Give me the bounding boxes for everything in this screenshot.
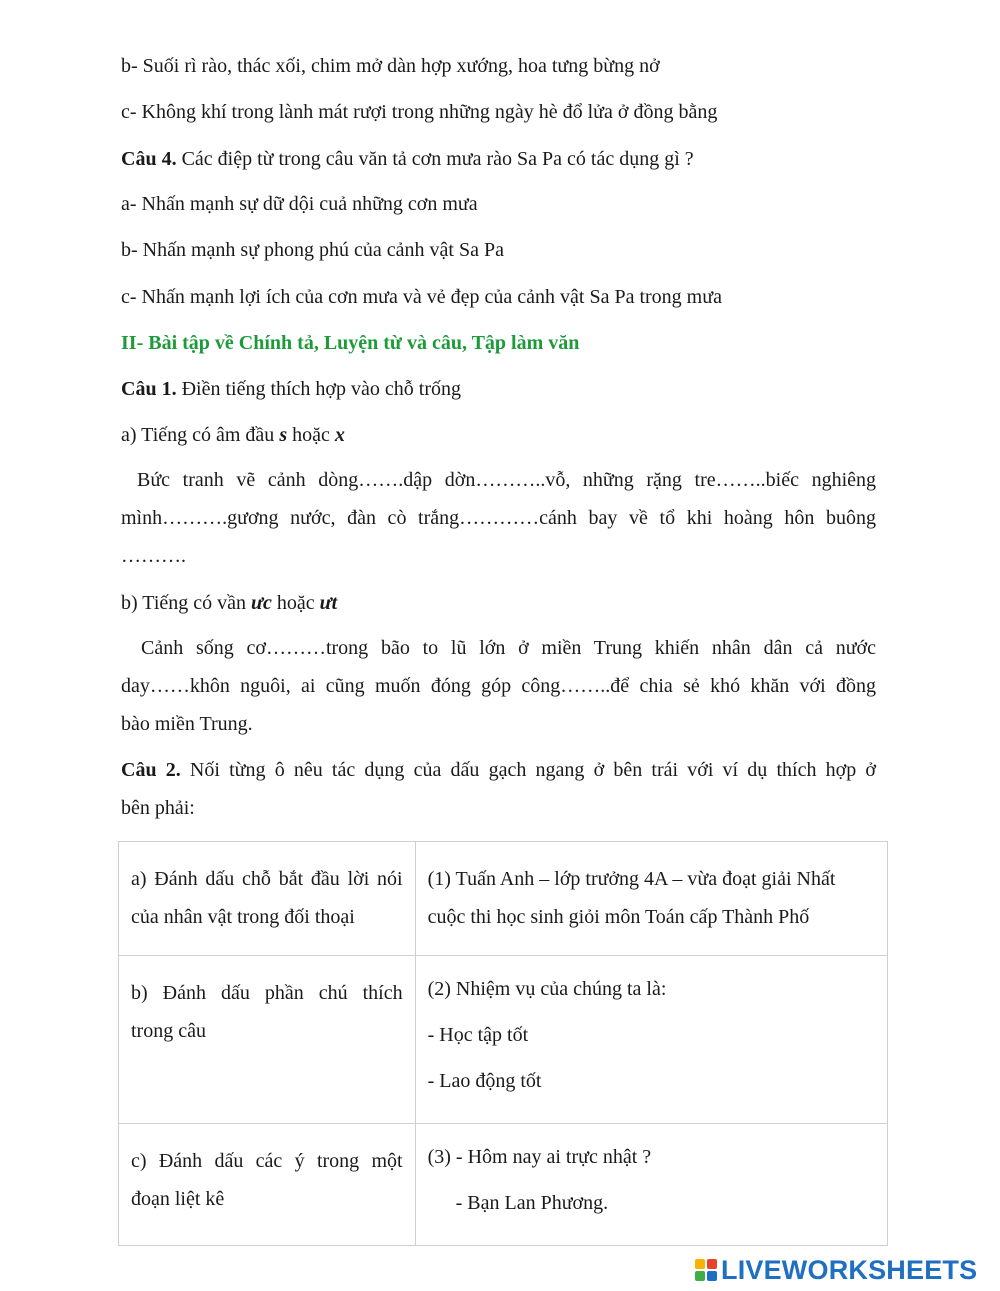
cell-text: - Bạn Lan Phương. [455,1192,609,1214]
ex1-part-a-passage [121,461,876,575]
part-a-prefix: a) Tiếng có âm đầu [121,424,280,446]
brand-name: LIVEWORKSHEETS [721,1254,978,1285]
cell-text: - Học tập tốt [427,1024,529,1046]
q4-label: Câu 4. [121,148,177,170]
q4-option-a: a- Nhấn mạnh sự dữ dội cuả những cơn mưa [121,193,478,215]
part-b-option-uc: ưc [251,592,272,614]
right-cell-1[interactable] [415,842,887,956]
cell-text: b) Đánh dấu phần chú thích [131,982,403,1004]
logo-block [707,1271,717,1281]
table-row [119,1124,888,1246]
right-cell-2[interactable] [415,956,887,1124]
part-a-option-x: x [334,424,345,446]
passage-a-line: ………. [121,545,186,567]
left-cell-b[interactable] [119,956,416,1124]
q3-option-c: c- Không khí trong lành mát rượi trong những ngày hè đổ lửa ở đồng bằng [121,101,718,123]
cell-text: đoạn liệt kê [131,1188,225,1210]
logo-block [695,1259,705,1269]
right-cell-3[interactable] [415,1124,887,1246]
section-heading: II- Bài tập về Chính tả, Luyện từ và câu, Tập làm văn [121,332,580,354]
passage-b-line: bào miền Trung. [121,713,253,735]
ex1-part-a-title [121,423,345,447]
q4-prompt [121,147,694,171]
table-row [119,842,888,956]
cell-text: - Lao động tốt [427,1070,542,1092]
ex1-part-b-title [121,591,337,615]
q4-option-b: b- Nhấn mạnh sự phong phú của cảnh vật Sa Pa [121,239,504,261]
logo-blocks-icon [695,1259,717,1281]
q3-option-b: b- Suối rì rào, thác xối, chim mở dàn hợp xướng, hoa tưng bừng nở [121,55,660,77]
q4-option-c: c- Nhấn mạnh lợi ích của cơn mưa và vẻ đẹp của cảnh vật Sa Pa trong mưa [121,286,722,308]
ex1-prompt [121,377,461,401]
cell-text: trong câu [131,1020,206,1042]
part-b-option-ut: ưt [319,592,338,614]
ex1-part-b-passage [121,629,876,743]
cell-text: a) Đánh dấu chỗ bắt đầu lời nói [131,868,403,890]
cell-text: (1) Tuấn Anh – lớp trưởng 4A – vừa đoạt giải Nhất [427,868,836,890]
logo-block [695,1271,705,1281]
table-row [119,956,888,1124]
part-b-prefix: b) Tiếng có vần [121,592,251,614]
part-a-option-s: s [279,424,288,446]
cell-text: (2) Nhiệm vụ của chúng ta là: [427,978,667,1000]
ex2-prompt [121,751,876,827]
ex2-label: Câu 2. [121,759,181,781]
matching-table [118,841,888,1246]
part-a-or: hoặc [287,424,335,446]
part-b-or: hoặc [271,592,320,614]
logo-block [707,1259,717,1269]
ex2-line [121,751,876,789]
passage-b-line: day……khôn nguôi, ai cũng muốn đóng góp công……..để chia sẻ khó khăn với đồng [121,675,876,697]
ex2-text: Nối từng ô nêu tác dụng của dấu gạch ngang ở bên trái với ví dụ thích hợp ở [180,759,876,781]
cell-text: cuộc thi học sinh giỏi môn Toán cấp Thành Phố [427,906,810,928]
cell-text: c) Đánh dấu các ý trong một [131,1150,403,1172]
liveworksheets-logo [695,1254,977,1286]
cell-text: (3) - Hôm nay ai trực nhật ? [427,1146,652,1168]
q4-text: Các điệp từ trong câu văn tả cơn mưa rào Sa Pa có tác dụng gì ? [176,148,694,170]
passage-a-line: Bức tranh vẽ cảnh dòng…….dập dờn………..vỗ, những rặng tre……..biếc nghiêng [137,469,876,491]
cell-text: của nhân vật trong đối thoại [131,906,355,928]
passage-a-line: mình……….gương nước, đàn cò trắng…………cánh bay về tổ khi hoàng hôn buông [121,507,876,529]
ex1-text: Điền tiếng thích hợp vào chỗ trống [176,378,461,400]
left-cell-a[interactable] [119,842,416,956]
ex1-label: Câu 1. [121,378,177,400]
passage-b-line: Cảnh sống cơ………trong bão to lũ lớn ở miền Trung khiến nhân dân cả nước [141,637,876,659]
left-cell-c[interactable] [119,1124,416,1246]
ex2-line: bên phải: [121,797,195,819]
